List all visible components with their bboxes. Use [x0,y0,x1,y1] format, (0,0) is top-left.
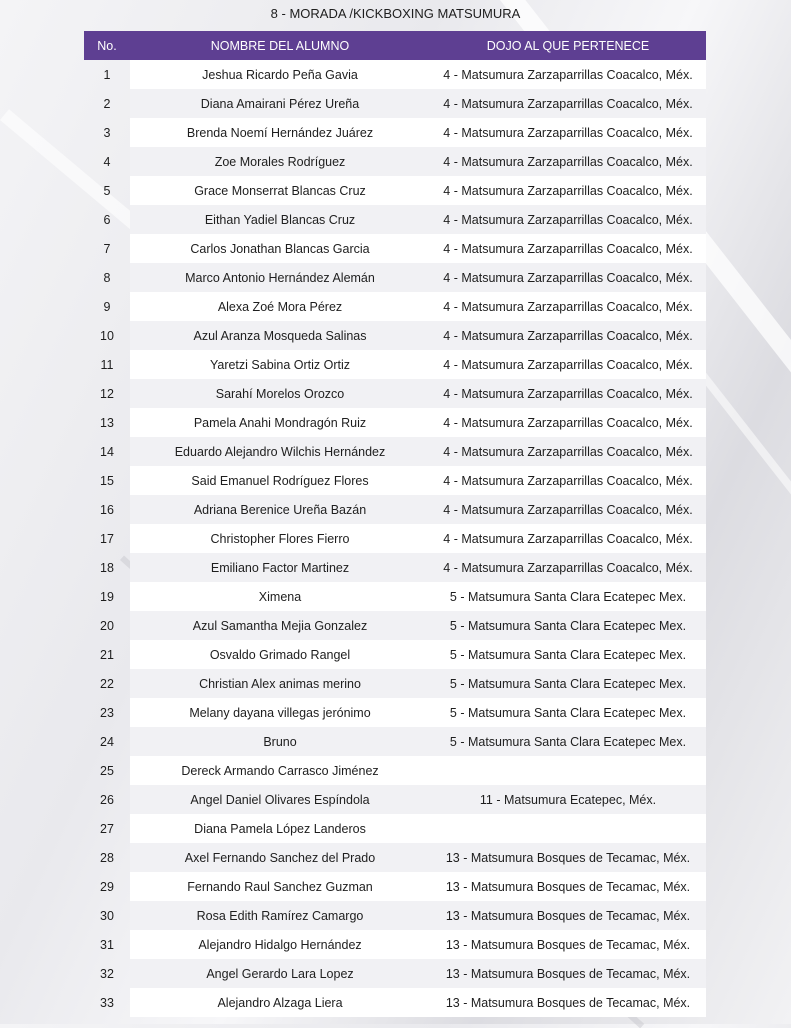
table-header-row [84,31,706,60]
dojo-name: 5 - Matsumura Santa Clara Ecatepec Mex. [430,640,706,669]
dojo-name: 4 - Matsumura Zarzaparrillas Coacalco, Méx. [430,292,706,321]
table-row [84,292,706,321]
row-number: 12 [100,386,114,401]
student-name: Diana Amairani Pérez Ureña [130,89,430,118]
student-name: Emiliano Factor Martinez [130,553,430,582]
row-number: 13 [100,415,114,430]
student-name: Yaretzi Sabina Ortiz Ortiz [130,350,430,379]
row-number: 17 [100,531,114,546]
student-name: Osvaldo Grimado Rangel [130,640,430,669]
student-name: Adriana Berenice Ureña Bazán [130,495,430,524]
dojo-name: 4 - Matsumura Zarzaparrillas Coacalco, Méx. [430,553,706,582]
row-number: 14 [100,444,114,459]
student-name: Diana Pamela López Landeros [130,814,430,843]
dojo-name: 4 - Matsumura Zarzaparrillas Coacalco, Méx. [430,321,706,350]
dojo-name [430,756,706,785]
dojo-name: 4 - Matsumura Zarzaparrillas Coacalco, Méx. [430,176,706,205]
row-number: 26 [100,792,114,807]
header-number: No. [84,31,130,60]
table-row [84,727,706,756]
row-number: 8 [103,270,111,285]
student-name: Bruno [130,727,430,756]
table-row [84,350,706,379]
table-row [84,785,706,814]
dojo-name: 13 - Matsumura Bosques de Tecamac, Méx. [430,930,706,959]
row-number: 23 [100,705,114,720]
row-number: 7 [103,241,111,256]
table-row [84,495,706,524]
dojo-name: 4 - Matsumura Zarzaparrillas Coacalco, Méx. [430,437,706,466]
row-number: 11 [100,357,114,372]
student-name: Eithan Yadiel Blancas Cruz [130,205,430,234]
student-name: Angel Daniel Olivares Espíndola [130,785,430,814]
row-number: 22 [100,676,114,691]
student-name: Carlos Jonathan Blancas Garcia [130,234,430,263]
dojo-name: 4 - Matsumura Zarzaparrillas Coacalco, Méx. [430,466,706,495]
table-row [84,640,706,669]
dojo-name: 4 - Matsumura Zarzaparrillas Coacalco, Méx. [430,524,706,553]
student-name: Christopher Flores Fierro [130,524,430,553]
table-row [84,205,706,234]
row-number: 15 [100,473,114,488]
student-name: Alejandro Hidalgo Hernández [130,930,430,959]
table-row [84,234,706,263]
student-name: Azul Aranza Mosqueda Salinas [130,321,430,350]
table-row [84,379,706,408]
table-row [84,843,706,872]
dojo-name: 5 - Matsumura Santa Clara Ecatepec Mex. [430,611,706,640]
table-row [84,118,706,147]
student-name: Angel Gerardo Lara Lopez [130,959,430,988]
dojo-name: 13 - Matsumura Bosques de Tecamac, Méx. [430,843,706,872]
row-number: 33 [100,995,114,1010]
table-body [84,60,706,1017]
student-name: Azul Samantha Mejia Gonzalez [130,611,430,640]
table-row [84,669,706,698]
row-number: 1 [103,67,111,82]
row-number: 10 [100,328,114,343]
dojo-name: 5 - Matsumura Santa Clara Ecatepec Mex. [430,698,706,727]
dojo-name: 13 - Matsumura Bosques de Tecamac, Méx. [430,959,706,988]
row-number: 30 [100,908,114,923]
student-name: Ximena [130,582,430,611]
student-name: Eduardo Alejandro Wilchis Hernández [130,437,430,466]
dojo-name: 4 - Matsumura Zarzaparrillas Coacalco, Méx. [430,118,706,147]
dojo-name: 11 - Matsumura Ecatepec, Méx. [430,785,706,814]
dojo-name [430,814,706,843]
student-name: Grace Monserrat Blancas Cruz [130,176,430,205]
row-number: 21 [100,647,114,662]
student-name: Marco Antonio Hernández Alemán [130,263,430,292]
student-name: Sarahí Morelos Orozco [130,379,430,408]
row-number: 20 [100,618,114,633]
row-number: 31 [100,937,114,952]
student-name: Brenda Noemí Hernández Juárez [130,118,430,147]
table-row [84,959,706,988]
row-number: 25 [100,763,114,778]
table-row [84,437,706,466]
dojo-name: 13 - Matsumura Bosques de Tecamac, Méx. [430,872,706,901]
row-number: 5 [103,183,111,198]
table-row [84,611,706,640]
table-row [84,930,706,959]
table-row [84,147,706,176]
row-number: 9 [103,299,111,314]
table-row [84,60,706,89]
page-title: 8 - MORADA /KICKBOXING MATSUMURA [270,6,521,21]
dojo-name: 5 - Matsumura Santa Clara Ecatepec Mex. [430,582,706,611]
student-name: Jeshua Ricardo Peña Gavia [130,60,430,89]
row-number: 4 [103,154,111,169]
student-name: Alexa Zoé Mora Pérez [130,292,430,321]
dojo-name: 4 - Matsumura Zarzaparrillas Coacalco, Méx. [430,408,706,437]
table-row [84,582,706,611]
table-row [84,263,706,292]
dojo-name: 13 - Matsumura Bosques de Tecamac, Méx. [430,988,706,1017]
row-number: 27 [100,821,114,836]
student-name: Dereck Armando Carrasco Jiménez [130,756,430,785]
row-number: 32 [100,966,114,981]
table-row [84,524,706,553]
student-name: Axel Fernando Sanchez del Prado [130,843,430,872]
table-row [84,553,706,582]
student-name: Pamela Anahi Mondragón Ruiz [130,408,430,437]
student-name: Melany dayana villegas jerónimo [130,698,430,727]
row-number: 3 [103,125,111,140]
table-row [84,814,706,843]
row-number: 2 [103,96,111,111]
header-student-name: NOMBRE DEL ALUMNO [130,31,430,60]
dojo-name: 4 - Matsumura Zarzaparrillas Coacalco, Méx. [430,60,706,89]
student-name: Fernando Raul Sanchez Guzman [130,872,430,901]
student-name: Christian Alex animas merino [130,669,430,698]
table-row [84,89,706,118]
student-name: Said Emanuel Rodríguez Flores [130,466,430,495]
row-number: 6 [103,212,111,227]
table-row [84,176,706,205]
table-row [84,901,706,930]
row-number: 16 [100,502,114,517]
table-row [84,756,706,785]
dojo-name: 4 - Matsumura Zarzaparrillas Coacalco, Méx. [430,495,706,524]
dojo-name: 4 - Matsumura Zarzaparrillas Coacalco, Méx. [430,147,706,176]
dojo-name: 4 - Matsumura Zarzaparrillas Coacalco, Méx. [430,89,706,118]
table-row [84,988,706,1017]
dojo-name: 13 - Matsumura Bosques de Tecamac, Méx. [430,901,706,930]
student-name: Zoe Morales Rodríguez [130,147,430,176]
table-row [84,321,706,350]
row-number: 28 [100,850,114,865]
row-number: 19 [100,589,114,604]
table-row [84,408,706,437]
table-row [84,466,706,495]
dojo-name: 5 - Matsumura Santa Clara Ecatepec Mex. [430,669,706,698]
dojo-name: 4 - Matsumura Zarzaparrillas Coacalco, Méx. [430,205,706,234]
table-row [84,872,706,901]
dojo-name: 4 - Matsumura Zarzaparrillas Coacalco, Méx. [430,379,706,408]
student-name: Rosa Edith Ramírez Camargo [130,901,430,930]
row-number: 18 [100,560,114,575]
header-dojo: DOJO AL QUE PERTENECE [430,31,706,60]
row-number: 29 [100,879,114,894]
dojo-name: 4 - Matsumura Zarzaparrillas Coacalco, Méx. [430,350,706,379]
row-number: 24 [100,734,114,749]
dojo-name: 4 - Matsumura Zarzaparrillas Coacalco, Méx. [430,234,706,263]
table-row [84,698,706,727]
student-name: Alejandro Alzaga Liera [130,988,430,1017]
dojo-name: 5 - Matsumura Santa Clara Ecatepec Mex. [430,727,706,756]
student-table [84,31,706,1017]
dojo-name: 4 - Matsumura Zarzaparrillas Coacalco, Méx. [430,263,706,292]
